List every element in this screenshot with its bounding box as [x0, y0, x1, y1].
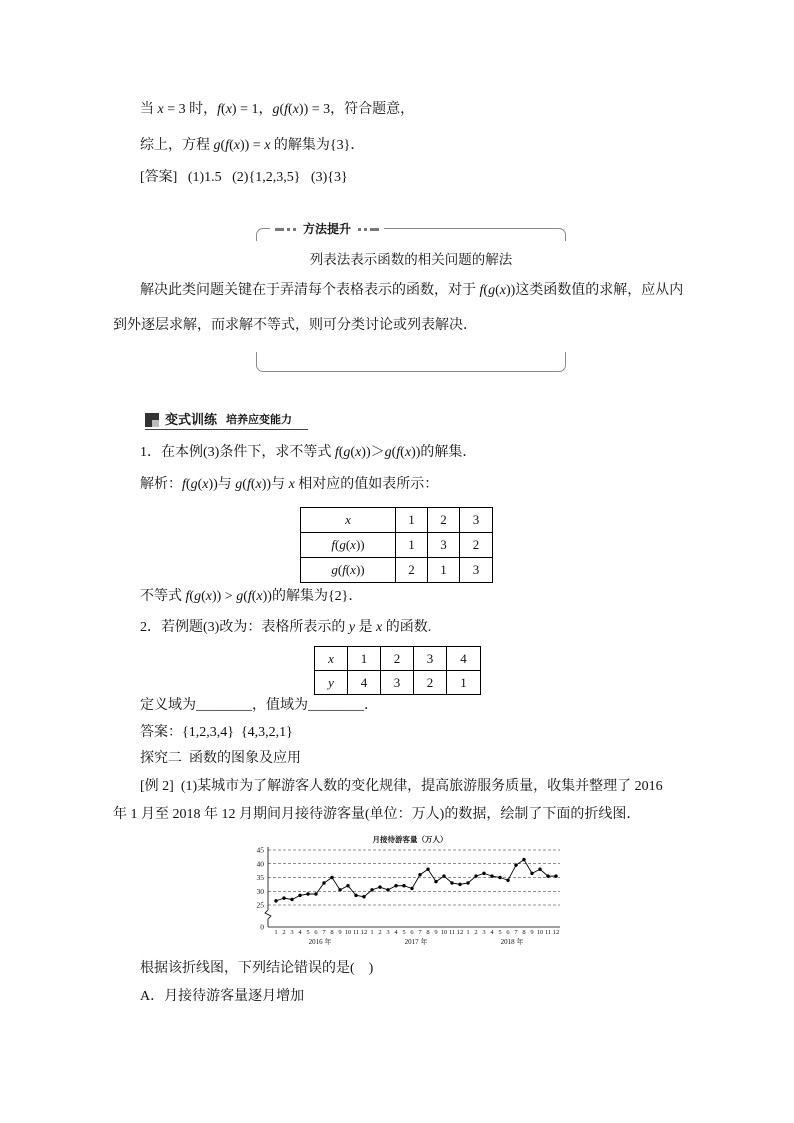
- year-label: 2017 年: [404, 938, 428, 946]
- ornament-dot: [293, 228, 296, 231]
- table-cell: 1: [428, 558, 460, 583]
- table-cell: f(g(x)): [301, 533, 396, 558]
- table-cell: 3: [414, 647, 447, 671]
- data-point: [362, 895, 365, 898]
- data-point: [410, 887, 413, 890]
- data-point: [306, 892, 309, 895]
- y-tick-label: 40: [256, 859, 264, 869]
- x-tick-label: 3: [482, 929, 486, 936]
- data-point: [434, 880, 437, 883]
- section2-heading: 探究二 函数的图象及应用: [140, 751, 301, 766]
- data-point: [442, 874, 445, 877]
- table-row: [301, 508, 493, 533]
- table-cell: g(f(x)): [301, 558, 396, 583]
- data-point: [314, 892, 317, 895]
- table-cell: y: [315, 671, 348, 695]
- series-line: [276, 860, 556, 901]
- example2-line-1: [例 2] (1)某城市为了解游客人数的变化规律，提高旅游服务质量，收集并整理了 2016: [140, 779, 663, 794]
- x-tick-label: 1: [274, 929, 278, 936]
- q2-blanks: 定义域为________，值域为________．: [140, 698, 378, 713]
- table-cell: 4: [348, 671, 381, 695]
- x-tick-label: 5: [306, 929, 310, 936]
- y-tick-label: 25: [256, 900, 264, 910]
- data-point: [338, 888, 341, 891]
- block-icon-inner: [152, 420, 159, 427]
- x-tick-label: 6: [410, 929, 414, 936]
- method-text-line-1: 解决此类问题关键在于弄清每个表格表示的函数，对于 f(g(x))这类函数值的求解，应从内: [140, 283, 684, 298]
- data-point: [386, 888, 389, 891]
- method-text-line-2: 到外逐层求解，而求解不等式，则可分类讨论或列表解决．: [113, 318, 477, 333]
- x-tick-label: 4: [394, 929, 398, 936]
- data-point: [474, 874, 477, 877]
- x-tick-label: 5: [498, 929, 502, 936]
- data-point: [418, 873, 421, 876]
- data-point: [402, 884, 405, 887]
- data-point: [354, 894, 357, 897]
- example2-line-2: 年 1 月至 2018 年 12 月期间月接待游客量(单位：万人)的数据，绘制了下面的折线图．: [113, 807, 641, 822]
- data-point: [322, 881, 325, 884]
- data-point: [466, 881, 469, 884]
- y-tick-label: 35: [256, 873, 264, 882]
- table-cell: 3: [428, 533, 460, 558]
- x-tick-label: 9: [338, 929, 342, 936]
- solution-line-1: 当 x = 3 时，f(x) = 1，g(f(x)) = 3，符合题意，: [140, 102, 415, 117]
- x-tick-label: 7: [418, 929, 422, 936]
- x-tick-label: 12: [360, 929, 368, 936]
- y-tick-label: 30: [256, 886, 264, 896]
- x-tick-label: 9: [530, 929, 534, 936]
- data-point: [458, 883, 461, 886]
- block-icon: [145, 413, 159, 427]
- data-point: [554, 874, 557, 877]
- x-tick-label: 3: [386, 929, 390, 936]
- data-point: [298, 894, 301, 897]
- x-tick-label: 8: [426, 929, 430, 936]
- x-tick-label: 10: [344, 929, 352, 936]
- table-row: [301, 558, 493, 583]
- table-cell: 2: [414, 671, 447, 695]
- data-point: [346, 884, 349, 887]
- table-row: [315, 671, 481, 695]
- table-cell: 2: [460, 533, 493, 558]
- x-tick-label: 7: [514, 929, 518, 936]
- year-label: 2018 年: [500, 938, 524, 946]
- table-cell: 2: [396, 558, 428, 583]
- data-point: [530, 872, 533, 875]
- x-tick-label: 7: [322, 929, 326, 936]
- method-box-bottom-border: [256, 352, 566, 372]
- table-cell: 2: [428, 508, 460, 533]
- x-tick-label: 10: [440, 929, 448, 936]
- table-cell: 4: [447, 647, 481, 671]
- x-tick-label: 8: [330, 929, 334, 936]
- data-point: [546, 874, 549, 877]
- x-tick-label: 10: [536, 929, 544, 936]
- data-point: [482, 872, 485, 875]
- variant-training-title: 变式训练: [165, 412, 218, 427]
- data-point: [330, 876, 333, 879]
- x-tick-label: 4: [298, 929, 302, 936]
- monthly-visitors-line-chart: [240, 830, 570, 950]
- x-tick-label: 1: [370, 929, 374, 936]
- data-point: [506, 879, 509, 882]
- ornament-dot: [287, 228, 290, 231]
- q2-answer: 答案：{1,2,3,4} {4,3,2,1}: [140, 725, 293, 740]
- x-tick-label: 2: [282, 929, 286, 936]
- table-cell: 2: [381, 647, 414, 671]
- x-tick-label: 5: [402, 929, 406, 936]
- table-cell: 3: [460, 558, 493, 583]
- axis-break: [265, 910, 271, 919]
- answer-line: [答案] (1)1.5 (2){1,2,3,5} (3){3}: [140, 170, 348, 185]
- method-box-label: [270, 221, 384, 237]
- option-a: A．月接待游客量逐月增加: [140, 989, 305, 1004]
- q2-function-table: [314, 646, 481, 695]
- data-point: [274, 899, 277, 902]
- q1-analysis: 解析：f(g(x))与 g(f(x))与 x 相对应的值如表所示：: [140, 477, 439, 492]
- x-tick-label: 2: [474, 929, 478, 936]
- example2-question: 根据该折线图，下列结论错误的是( ): [140, 961, 374, 976]
- x-tick-label: 8: [522, 929, 526, 936]
- ornament-dot: [364, 228, 367, 231]
- table-cell: x: [315, 647, 348, 671]
- table-row: [301, 533, 493, 558]
- table-cell: 1: [396, 508, 428, 533]
- data-point: [378, 885, 381, 888]
- x-tick-label: 6: [314, 929, 318, 936]
- y-tick-label: 0: [260, 922, 264, 932]
- data-point: [498, 876, 501, 879]
- data-point: [394, 884, 397, 887]
- ornament-bar: [275, 228, 284, 231]
- data-point: [282, 896, 285, 899]
- table-cell: 1: [348, 647, 381, 671]
- method-title: 列表法表示函数的相关问题的解法: [309, 252, 513, 267]
- y-tick-label: 45: [256, 845, 264, 855]
- q2-question: 2．若例题(3)改为：表格所表示的 y 是 x 的函数.: [140, 620, 432, 635]
- x-tick-label: 4: [490, 929, 494, 936]
- chart-title: 月接待游客量（万人）: [372, 835, 448, 844]
- data-point: [290, 898, 293, 901]
- x-tick-label: 6: [506, 929, 510, 936]
- x-tick-label: 9: [434, 929, 438, 936]
- table-row: [315, 647, 481, 671]
- x-tick-label: 11: [448, 929, 456, 936]
- data-point: [490, 874, 493, 877]
- data-point: [538, 868, 541, 871]
- q1-question: 1．在本例(3)条件下，求不等式 f(g(x))＞g(f(x))的解集．: [140, 445, 477, 460]
- data-point: [450, 881, 453, 884]
- ornament-dot: [358, 228, 361, 231]
- x-tick-label: 12: [456, 929, 464, 936]
- data-point: [522, 858, 525, 861]
- method-label-text: 方法提升: [303, 222, 352, 236]
- year-label: 2016 年: [308, 938, 332, 946]
- x-tick-label: 3: [290, 929, 294, 936]
- data-point: [426, 868, 429, 871]
- table-cell: x: [301, 508, 396, 533]
- q1-conclusion: 不等式 f(g(x)) > g(f(x))的解集为{2}．: [140, 589, 363, 604]
- q1-value-table: [300, 507, 493, 583]
- table-cell: 3: [381, 671, 414, 695]
- data-point: [370, 888, 373, 891]
- table-cell: 1: [396, 533, 428, 558]
- x-tick-label: 12: [552, 929, 560, 936]
- table-cell: 3: [460, 508, 493, 533]
- ornament-bar: [370, 228, 379, 231]
- x-tick-label: 2: [378, 929, 382, 936]
- variant-training-heading: [145, 411, 308, 430]
- x-tick-label: 11: [544, 929, 552, 936]
- variant-training-subtitle: 培养应变能力: [226, 414, 293, 426]
- x-tick-label: 1: [466, 929, 470, 936]
- solution-line-2: 综上，方程 g(f(x)) = x 的解集为{3}．: [140, 138, 365, 153]
- x-tick-label: 11: [352, 929, 360, 936]
- data-point: [514, 863, 517, 866]
- table-cell: 1: [447, 671, 481, 695]
